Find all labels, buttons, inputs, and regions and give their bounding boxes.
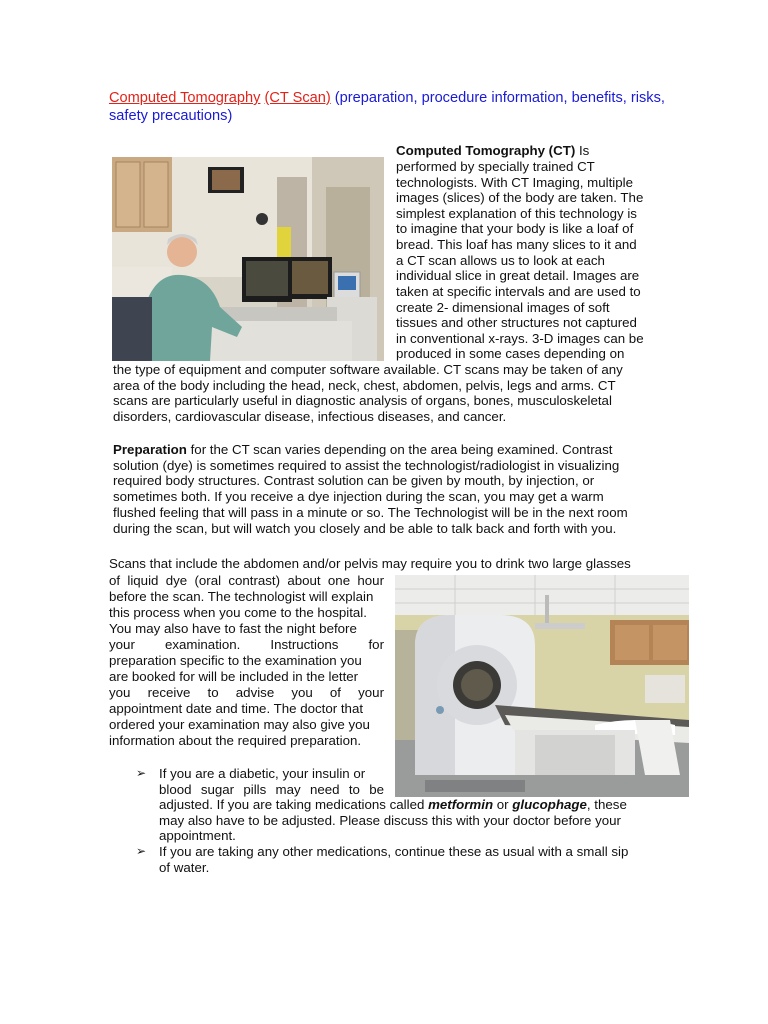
intro-line-6: to imagine that your body is like a loaf of <box>396 221 634 236</box>
bullet1-line-1: If you are a diabetic, your insulin or <box>159 766 366 781</box>
intro-line-16: area of the body including the head, neck, chest, abdomen, pelvis, legs and arms. CT <box>113 378 616 393</box>
scans-line-6: your examination. Instructions for <box>109 637 384 652</box>
scans-line-1: Scans that include the abdomen and/or pelvis may require you to drink two large glasses <box>109 556 631 571</box>
prep-line-2: solution (dye) is sometimes required to assist the technologist/radiologist in visualizing <box>113 458 620 473</box>
bullet1-line-4: may also have to be adjusted. Please discuss this with your doctor before your <box>159 813 621 828</box>
intro-line-1: Computed Tomography (CT) Is <box>396 143 590 158</box>
link-computed-tomography[interactable]: Computed Tomography <box>109 90 261 106</box>
ct-scanner-room-photo <box>395 575 689 797</box>
scans-line-3: before the scan. The technologist will explain <box>109 589 374 604</box>
intro-line-8: a CT scan allows us to look at each <box>396 253 605 268</box>
glucophage-term: glucophage <box>512 797 587 812</box>
scans-line-12: information about the required preparation. <box>109 733 362 748</box>
metformin-term: metformin <box>428 797 494 812</box>
intro-line-9: individual slice in great detail. Images are <box>396 268 640 283</box>
prep-line-5: flushed feeling that will pass in a minute or so. The Technologist will be in the next room <box>113 505 628 520</box>
scans-line-7: preparation specific to the examination you <box>109 653 362 668</box>
scans-line-2: of liquid dye (oral contrast) about one hour <box>109 573 384 588</box>
bullet2-line-1: If you are taking any other medications, continue these as usual with a small sip <box>159 844 629 859</box>
link-ct-scan[interactable]: (CT Scan) <box>264 90 331 106</box>
intro-line-17: scans are particularly useful in diagnostic analysis of organs, bones, musculoskeletal <box>113 393 612 408</box>
scans-line-8: are booked for will be included in the letter <box>109 669 359 684</box>
bullet1-line-5: appointment. <box>159 828 236 843</box>
bullet-marker-1: ➢ <box>136 766 147 780</box>
prep-line-3: required body structures. Contrast solution can be given by mouth, by injection, or <box>113 473 595 488</box>
scans-line-5: You may also have to fast the night before <box>109 621 357 636</box>
intro-line-15: the type of equipment and computer software available. CT scans may be taken of any <box>113 362 623 377</box>
scans-line-10: appointment date and time. The doctor that <box>109 701 364 716</box>
technologist-workstation-photo <box>112 157 384 361</box>
intro-line-18: disorders, cardiovascular disease, infectious diseases, and cancer. <box>113 409 507 424</box>
scans-line-9: you receive to advise you of your <box>109 685 384 700</box>
intro-line-14: produced in some cases depending on <box>396 346 625 361</box>
prep-line-1: Preparation for the CT scan varies depending on the area being examined. Contrast <box>113 442 613 457</box>
intro-line-13: in conventional x-rays. 3-D images can be <box>396 331 644 346</box>
intro-line-11: create 2- dimensional images of soft <box>396 300 610 315</box>
intro-line-3: technologists. With CT Imaging, multiple <box>396 175 633 190</box>
page-title <box>109 89 669 125</box>
title-subtext: (preparation, procedure information, benefits, risks, safety precautions) <box>109 90 665 124</box>
intro-line-12: tissues and other structures not captured <box>396 315 637 330</box>
bullet-marker-2: ➢ <box>136 844 147 858</box>
intro-line-7: bread. This loaf has many slices to it and <box>396 237 637 252</box>
bullet1-line-3: adjusted. If you are taking medications called metformin or glucophage, these <box>159 797 627 812</box>
bullet2-line-2: of water. <box>159 860 210 875</box>
bullet1-line-2: blood sugar pills may need to be <box>159 782 384 797</box>
intro-line-2: performed by specially trained CT <box>396 159 595 174</box>
scans-line-11: ordered your examination may also give you <box>109 717 370 732</box>
intro-line-5: simplest explanation of this technology is <box>396 206 637 221</box>
prep-line-6: during the scan, but will watch you closely and be able to talk back and forth with you. <box>113 521 617 536</box>
prep-line-4: sometimes both. If you receive a dye injection during the scan, you may get a warm <box>113 489 604 504</box>
scans-line-4: this process when you come to the hospital. <box>109 605 367 620</box>
intro-line-10: taken at specific intervals and are used to <box>396 284 641 299</box>
intro-line-4: images (slices) of the body are taken. The <box>396 190 644 205</box>
